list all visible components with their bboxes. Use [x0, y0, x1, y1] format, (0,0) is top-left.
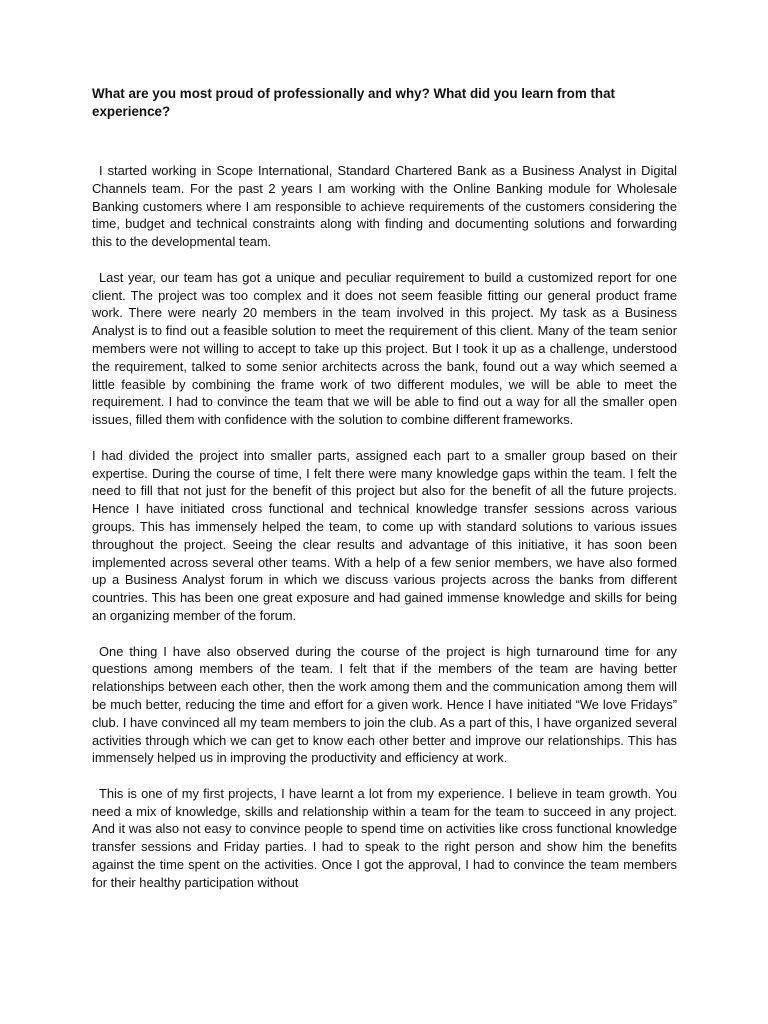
paragraph-2: Last year, our team has got a unique and peculiar requirement to build a customized report for one client. The project was too complex and it does not seem feasible fitting our general product frame work. There were nearly 20 members in the team involved in this project. My task as a Business Analyst is to find out a feasible solution to meet the requirement of this client. Many of the team senior members were not willing to accept to take up this project. But I took it up as a challenge, understood the requirement, talked to some senior architects across the bank, found out a way which seemed a little feasible by combining the frame work of two different modules, we will be able to meet the requirement. I had to convince the team that we will be able to find out a way for all the smaller open issues, filled them with confidence with the solution to combine different frameworks. [92, 269, 677, 428]
paragraph-5: This is one of my first projects, I have learnt a lot from my experience. I believe in team growth. You need a mix of knowledge, skills and relationship within a team for the team to succeed in any project. And it was also not easy to convince people to spend time on activities like cross functional knowledge transfer sessions and Friday parties. I had to speak to the right person and show him the benefits against the time spent on the activities. Once I got the approval, I had to convince the team members for their healthy participation without [92, 785, 677, 890]
document-page [92, 85, 677, 909]
question-heading: What are you most proud of professionally and why? What did you learn from that experience? [92, 86, 616, 119]
paragraph-1: I started working in Scope International, Standard Chartered Bank as a Business Analyst in Digital Channels team. For the past 2 years I am working with the Online Banking module for Wholesale Banking customers where I am responsible to achieve requirements of the customers considering the time, budget and technical constraints along with finding and documenting solutions and forwarding this to the developmental team. [92, 163, 677, 250]
paragraph-3: I had divided the project into smaller parts, assigned each part to a smaller group based on their expertise. During the course of time, I felt there were many knowledge gaps within the team. I felt the need to fill that not just for the benefit of this project but also for the benefit of all the future projects. Hence I have initiated cross functional and technical knowledge transfer sessions across various groups. This has immensely helped the team, to come up with standard solutions to various issues throughout the project. Seeing the clear results and advantage of this initiative, it has soon been implemented across several other teams. With a help of a few senior members, we have also formed up a Business Analyst forum in which we discuss various projects across the banks from different countries. This has been one great exposure and had gained immense knowledge and skills for being an organizing member of the forum. [92, 447, 677, 623]
paragraph-4: One thing I have also observed during the course of the project is high turnaround time for any questions among members of the team. I felt that if the members of the team are having better relationships between each other, then the work among them and the communication among them will be much better, reducing the time and effort for a given work. Hence I have initiated “We love Fridays” club. I have convinced all my team members to join the club. As a part of this, I have organized several activities through which we can get to know each other better and improve our relationships. This has immensely helped us in improving the productivity and efficiency at work. [92, 643, 677, 766]
